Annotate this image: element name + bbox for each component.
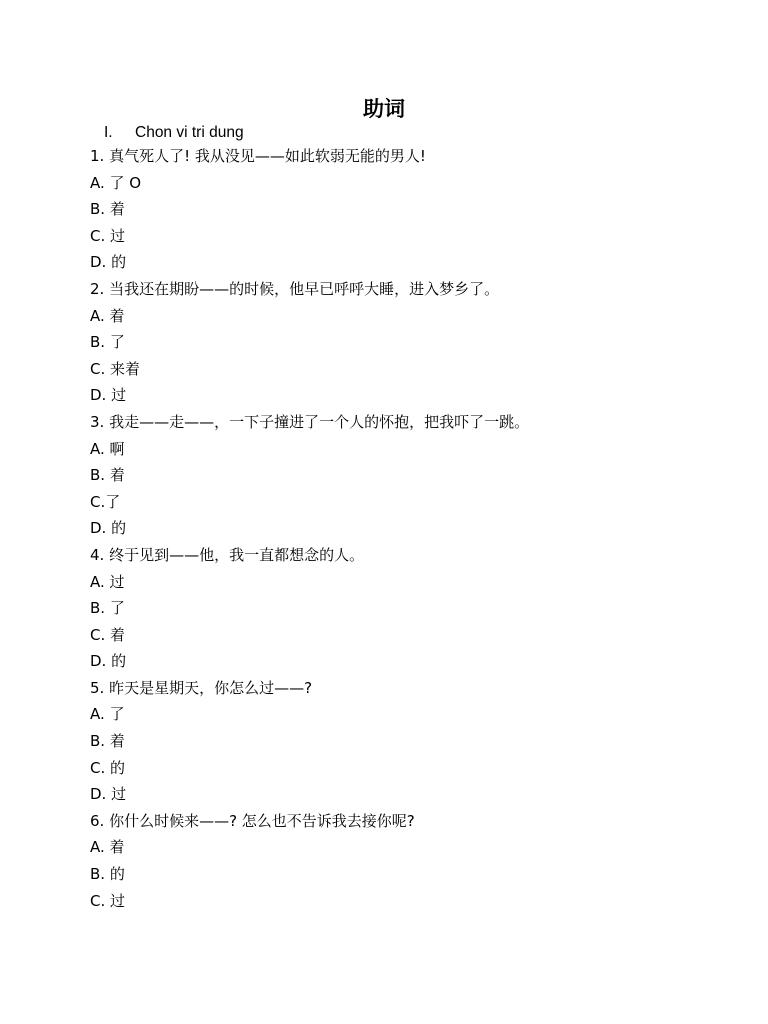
- answer-option: C. 来着: [90, 359, 141, 378]
- answer-option: B. 了: [90, 599, 125, 618]
- question-prompt: 5. 昨天是星期天，你怎么过——?: [90, 678, 313, 697]
- page-title: 助词: [363, 97, 405, 121]
- answer-option: C. 着: [90, 625, 126, 644]
- answer-option: A. 着: [90, 306, 125, 325]
- answer-option: B. 着: [90, 200, 125, 219]
- answer-option: D. 的: [90, 253, 127, 272]
- answer-option: C. 过: [90, 226, 126, 245]
- question-list: [90, 143, 730, 914]
- question-prompt: 1. 真气死人了! 我从没见——如此软弱无能的男人!: [90, 147, 426, 165]
- answer-option: A. 了 O: [90, 173, 142, 192]
- question-prompt: 4. 终于见到——他，我一直都想念的人。: [90, 545, 365, 564]
- answer-option: C. 的: [90, 758, 126, 777]
- answer-option: D. 过: [90, 386, 127, 405]
- question-prompt: 3. 我走——走——，一下子撞进了一个人的怀抱，把我吓了一跳。: [90, 412, 530, 431]
- answer-option: C.了: [90, 492, 121, 511]
- answer-option: C. 过: [90, 891, 126, 910]
- answer-option: A. 啊: [90, 439, 125, 458]
- answer-option: B. 着: [90, 732, 125, 751]
- answer-option: B. 了: [90, 333, 125, 352]
- answer-option: B. 的: [90, 865, 125, 884]
- question-prompt: 6. 你什么时候来——? 怎么也不告诉我去接你呢?: [90, 811, 415, 830]
- question-prompt: 2. 当我还在期盼——的时候，他早已呼呼大睡，进入梦乡了。: [90, 279, 500, 298]
- section-heading: [104, 123, 244, 143]
- section-text: Chon vi tri dung: [135, 124, 244, 141]
- answer-option: D. 过: [90, 785, 127, 804]
- answer-option: A. 过: [90, 572, 125, 591]
- answer-option: B. 着: [90, 466, 125, 485]
- answer-option: D. 的: [90, 652, 127, 671]
- section-numeral: I.: [104, 124, 113, 141]
- answer-option: D. 的: [90, 519, 127, 538]
- answer-option: A. 着: [90, 838, 125, 857]
- answer-option: A. 了: [90, 705, 125, 724]
